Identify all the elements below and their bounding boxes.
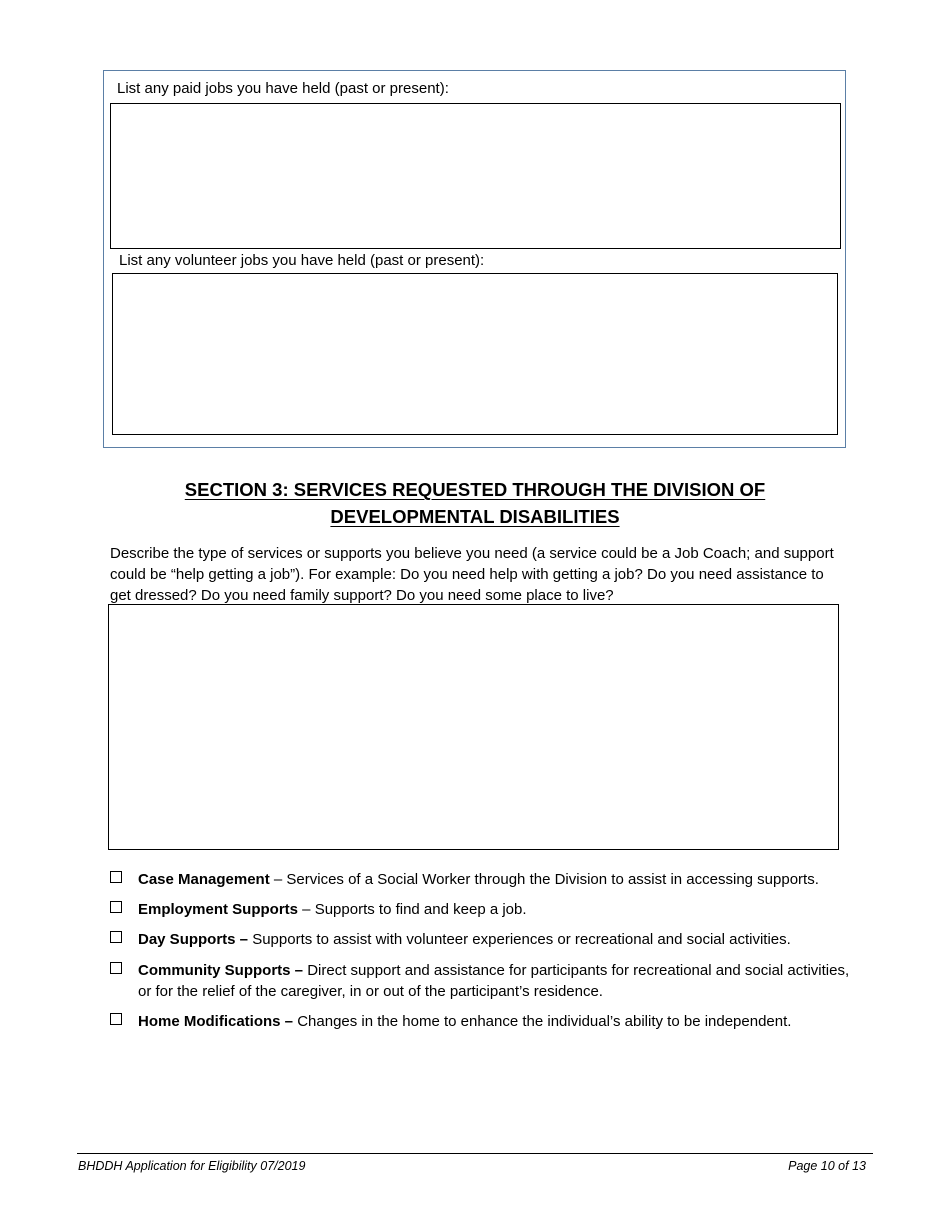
option-separator: – (298, 901, 315, 918)
option-name: Home Modifications – (138, 1013, 294, 1030)
option-name: Employment Supports (138, 901, 299, 918)
volunteer-jobs-label: List any volunteer jobs you have held (past or present): (119, 252, 485, 269)
option-description: Direct support and assistance for participants for recreational and social activities, or for the relief of the caregiver, in or out of the participant’s residence. (138, 962, 850, 1000)
employment-supports-checkbox[interactable] (110, 901, 122, 913)
case-management-checkbox[interactable] (110, 871, 122, 883)
section-3-title-line2: DEVELOPMENTAL DISABILITIES (330, 506, 620, 527)
option-description: Services of a Social Worker through the Division to assist in accessing supports. (286, 871, 819, 888)
paid-jobs-field[interactable] (110, 103, 841, 249)
community-supports-checkbox[interactable] (110, 962, 122, 974)
option-description: Changes in the home to enhance the individual’s ability to be independent. (297, 1013, 792, 1030)
option-name: Community Supports – (138, 962, 304, 979)
footer-page-number: Page 10 of 13 (788, 1159, 866, 1173)
option-description: Supports to find and keep a job. (314, 901, 527, 918)
footer-document-title: BHDDH Application for Eligibility 07/2019 (78, 1159, 306, 1173)
footer-divider (77, 1153, 873, 1154)
paid-jobs-label: List any paid jobs you have held (past or present): (117, 80, 449, 97)
home-modifications-checkbox[interactable] (110, 1013, 122, 1025)
day-supports-checkbox[interactable] (110, 931, 122, 943)
option-separator: – (269, 871, 287, 888)
services-description: Describe the type of services or supports you believe you need (a service could be a Job Coach; and support could be “help getting a job”). For example: Do you need help with getting a job? Do you need assistance to get dressed? Do you need family support? Do you need some place to live? (110, 545, 834, 604)
section-3-title (0, 476, 950, 530)
option-name: Case Management (138, 871, 270, 888)
volunteer-jobs-field[interactable] (112, 273, 838, 435)
option-name: Day Supports – (138, 931, 249, 948)
services-needed-field[interactable] (108, 604, 839, 850)
section-3-title-line1: SECTION 3: SERVICES REQUESTED THROUGH THE DIVISION OF (184, 479, 766, 500)
option-description: Supports to assist with volunteer experiences or recreational and social activities. (252, 931, 791, 948)
